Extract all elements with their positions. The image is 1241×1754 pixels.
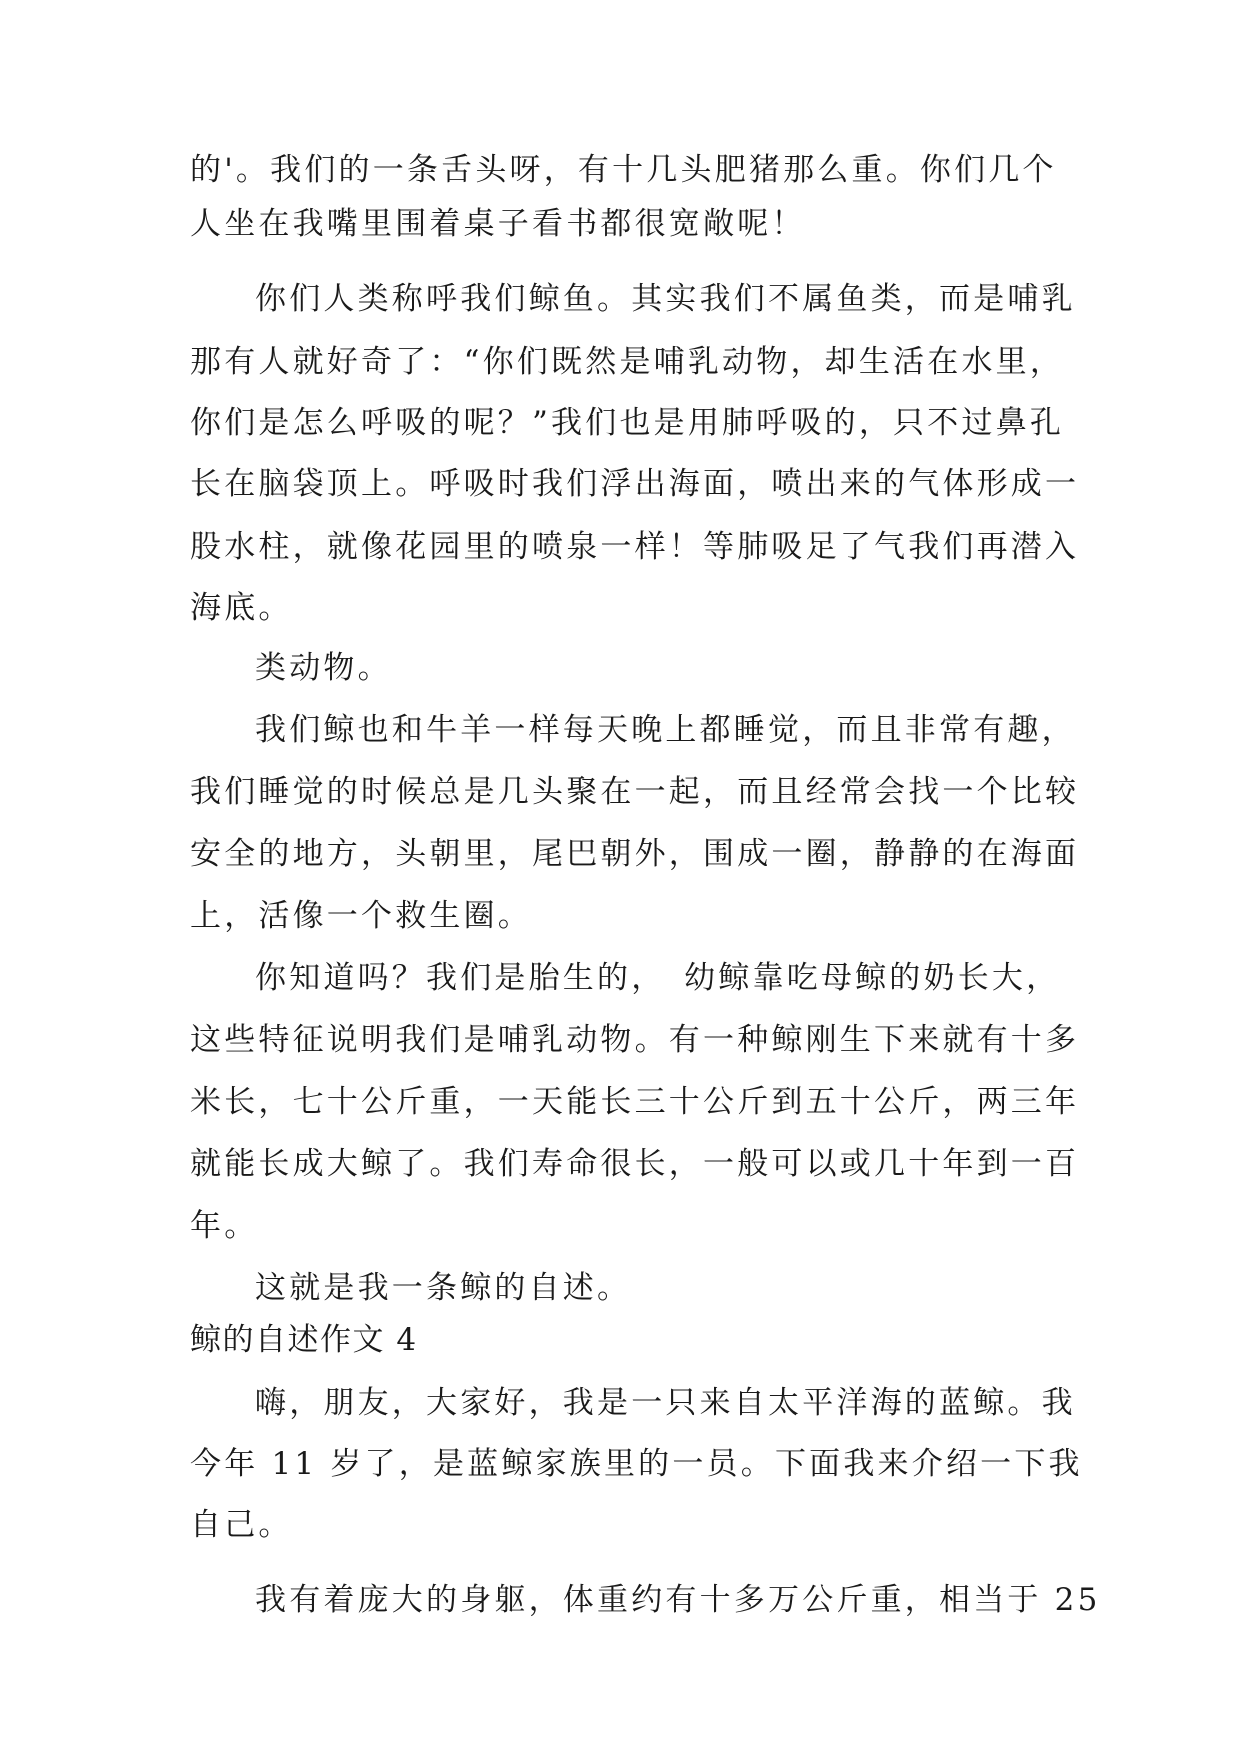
text-line: 你们是怎么呼吸的呢？”我们也是用肺呼吸的，只不过鼻孔	[190, 405, 1065, 441]
text-line: 人坐在我嘴里围着桌子看书都很宽敞呢！	[190, 206, 806, 242]
text-line: 股水柱，就像花园里的喷泉一样！等肺吸足了气我们再潜入	[190, 529, 1080, 565]
text-line: 你们人类称呼我们鲸鱼。其实我们不属鱼类，而是哺乳	[255, 281, 1076, 317]
text-line: 年。	[190, 1208, 259, 1244]
text-line: 上，活像一个救生圈。	[190, 898, 532, 934]
text-line: 我们鲸也和牛羊一样每天晚上都睡觉，而且非常有趣，	[255, 712, 1076, 748]
text-line: 的'。我们的一条舌头呀，有十几头肥猪那么重。你们几个	[190, 152, 1057, 188]
text-line: 这就是我一条鲸的自述。	[255, 1270, 632, 1306]
text-line: 类动物。	[255, 650, 392, 686]
text-line: 自己。	[190, 1507, 293, 1543]
text-line: 安全的地方，头朝里，尾巴朝外，围成一圈，静静的在海面	[190, 836, 1080, 872]
text-line: 你知道吗？我们是胎生的， 幼鲸靠吃母鲸的奶长大，	[255, 960, 1061, 996]
text-line: 我有着庞大的身躯，体重约有十多万公斤重，相当于 25	[255, 1582, 1101, 1618]
section-heading: 鲸的自述作文 4	[190, 1322, 418, 1358]
text-line: 今年 11 岁了，是蓝鲸家族里的一员。下面我来介绍一下我	[190, 1446, 1083, 1482]
text-line: 米长，七十公斤重，一天能长三十公斤到五十公斤，两三年	[190, 1084, 1080, 1120]
text-line: 这些特征说明我们是哺乳动物。有一种鲸刚生下来就有十多	[190, 1022, 1080, 1058]
text-line: 嗨，朋友，大家好，我是一只来自太平洋海的蓝鲸。我	[255, 1385, 1076, 1421]
text-line: 长在脑袋顶上。呼吸时我们浮出海面，喷出来的气体形成一	[190, 466, 1080, 502]
text-line: 海底。	[190, 590, 293, 626]
text-line: 我们睡觉的时候总是几头聚在一起，而且经常会找一个比较	[190, 774, 1080, 810]
text-line: 那有人就好奇了：“你们既然是哺乳动物，却生活在水里，	[190, 344, 1065, 380]
text-line: 就能长成大鲸了。我们寿命很长，一般可以或几十年到一百	[190, 1146, 1080, 1182]
